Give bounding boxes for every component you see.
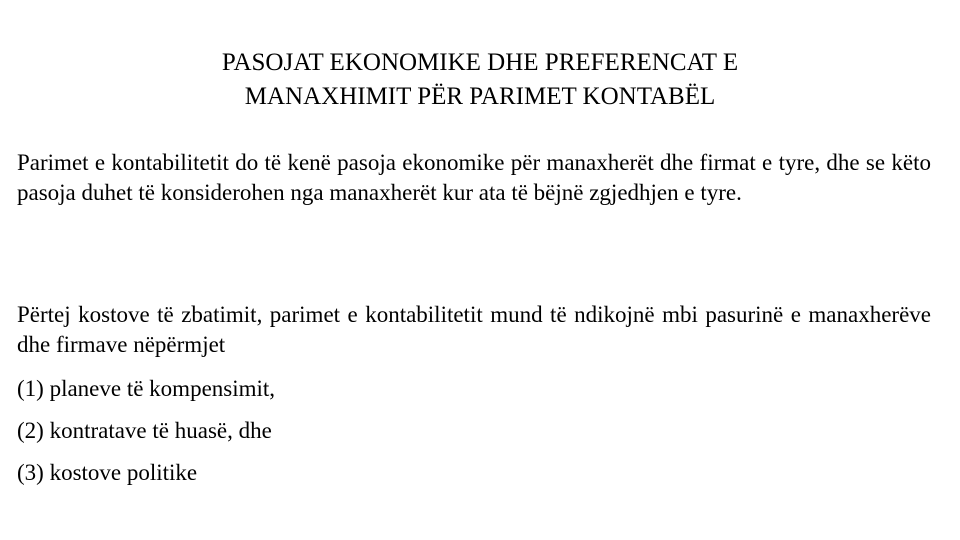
paragraph-economic-consequences: Parimet e kontabilitetit do të kenë pasoja ekonomike për manaxherët dhe firmat e tyre, dhe se këto pasoja duhet të konsiderohen nga manaxherët kur ata të bëjnë zgjedhjen e tyre. [17, 150, 931, 205]
channels-list [17, 374, 275, 500]
slide-title-line-2: MANAXHIMIT PËR PARIMET KONTABËL [244, 83, 716, 110]
slide-title-line-1: PASOJAT EKONOMIKE DHE PREFERENCAT E [221, 49, 739, 76]
list-item-political-costs: (3) kostove politike [17, 460, 198, 485]
slide-title [0, 46, 960, 114]
paragraph-wealth-effects: Përtej kostove të zbatimit, parimet e kontabilitetit mund të ndikojnë mbi pasurinë e manaxherëve dhe firmave nëpërmjet [17, 302, 931, 357]
list-item-debt-contracts: (2) kontratave të huasë, dhe [17, 418, 272, 443]
list-item-compensation-plans: (1) planeve të kompensimit, [17, 376, 276, 401]
